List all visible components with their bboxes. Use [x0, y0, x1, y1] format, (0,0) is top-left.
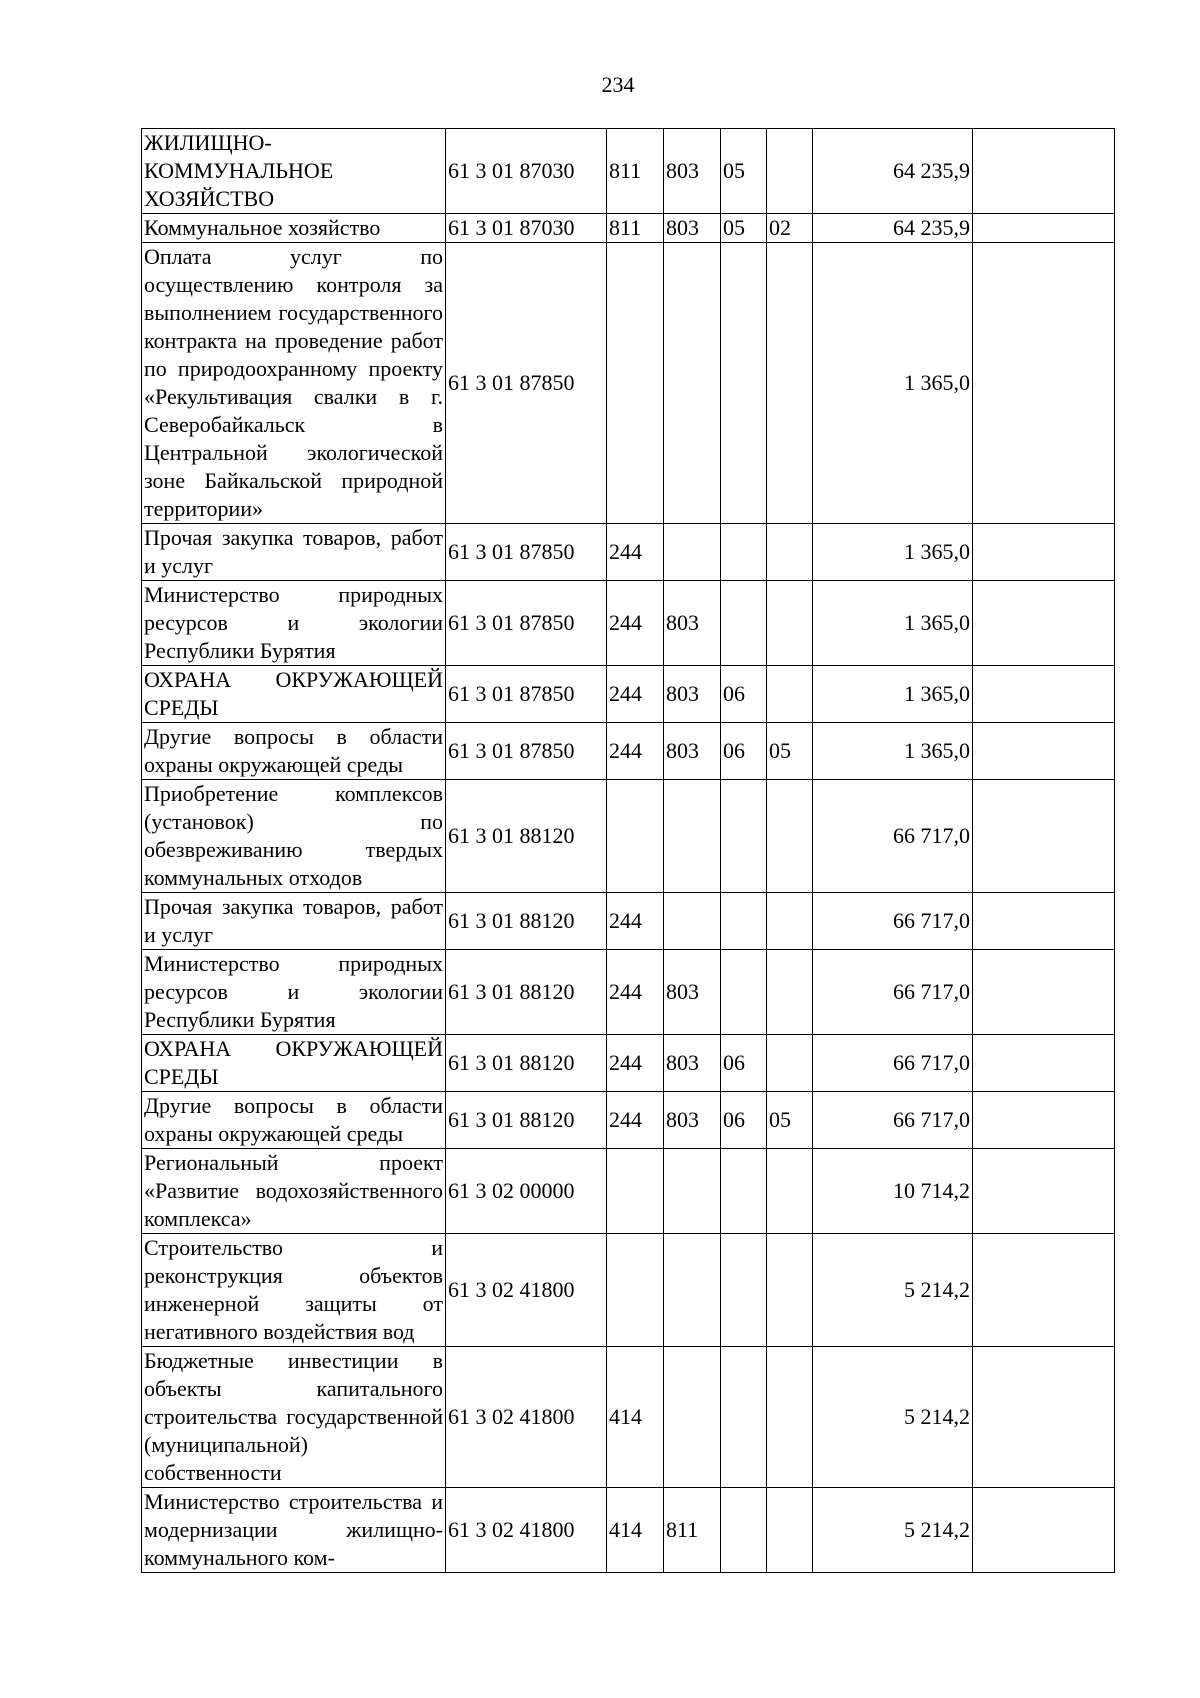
code-cell: 61 3 01 87850	[446, 723, 607, 780]
extra-cell	[973, 1347, 1115, 1488]
extra-cell	[973, 666, 1115, 723]
code-cell: 61 3 02 41800	[446, 1488, 607, 1573]
row-name: Прочая закупка товаров, работ и услуг	[142, 893, 446, 950]
code-cell: 61 3 01 87850	[446, 581, 607, 666]
grbs-cell: 803	[664, 129, 721, 214]
grbs-cell	[664, 1234, 721, 1347]
section-cell	[721, 581, 767, 666]
vr-cell	[607, 1234, 664, 1347]
row-name: ЖИЛИЩНО-КОММУНАЛЬНОЕ ХОЗЯЙСТВО	[142, 129, 446, 214]
section-cell	[721, 1149, 767, 1234]
table-row	[142, 1149, 1115, 1234]
row-name: Министерство строительства и модернизации жилищно-коммунального ком-	[142, 1488, 446, 1573]
grbs-cell: 803	[664, 1092, 721, 1149]
code-cell: 61 3 01 88120	[446, 1092, 607, 1149]
grbs-cell: 803	[664, 1035, 721, 1092]
extra-cell	[973, 581, 1115, 666]
amount-cell: 64 235,9	[813, 129, 973, 214]
amount-cell: 64 235,9	[813, 214, 973, 243]
extra-cell	[973, 893, 1115, 950]
table-row	[142, 1347, 1115, 1488]
subsection-cell: 02	[767, 214, 813, 243]
table-row	[142, 1035, 1115, 1092]
subsection-cell	[767, 581, 813, 666]
subsection-cell: 05	[767, 723, 813, 780]
extra-cell	[973, 524, 1115, 581]
table-row	[142, 129, 1115, 214]
section-cell: 06	[721, 723, 767, 780]
vr-cell: 811	[607, 214, 664, 243]
subsection-cell	[767, 243, 813, 524]
row-name: Оплата услуг по осуществлению контроля за выполнением государственного контракта на проведение работ по природоохранному проекту «Рекультивация свалки в г. Северобайкальск в Центральной экологической зоне Байкальской природной территории»	[142, 243, 446, 524]
extra-cell	[973, 129, 1115, 214]
vr-cell: 244	[607, 950, 664, 1035]
grbs-cell	[664, 780, 721, 893]
table-row	[142, 243, 1115, 524]
section-cell: 06	[721, 1092, 767, 1149]
code-cell: 61 3 01 87850	[446, 524, 607, 581]
subsection-cell	[767, 780, 813, 893]
section-cell	[721, 524, 767, 581]
row-name: Министерство природных ресурсов и экологии Республики Бурятия	[142, 950, 446, 1035]
row-name: ОХРАНА ОКРУЖАЮЩЕЙ СРЕДЫ	[142, 666, 446, 723]
section-cell: 06	[721, 1035, 767, 1092]
subsection-cell: 05	[767, 1092, 813, 1149]
row-name: Бюджетные инвестиции в объекты капитального строительства государственной (муниципальной) собственности	[142, 1347, 446, 1488]
amount-cell: 1 365,0	[813, 243, 973, 524]
table-row	[142, 1092, 1115, 1149]
amount-cell: 66 717,0	[813, 1092, 973, 1149]
extra-cell	[973, 1035, 1115, 1092]
section-cell: 05	[721, 214, 767, 243]
subsection-cell	[767, 129, 813, 214]
vr-cell	[607, 243, 664, 524]
code-cell: 61 3 01 87030	[446, 129, 607, 214]
vr-cell	[607, 780, 664, 893]
grbs-cell	[664, 1347, 721, 1488]
section-cell: 05	[721, 129, 767, 214]
amount-cell: 1 365,0	[813, 524, 973, 581]
row-name: Прочая закупка товаров, работ и услуг	[142, 524, 446, 581]
extra-cell	[973, 950, 1115, 1035]
extra-cell	[973, 723, 1115, 780]
extra-cell	[973, 1092, 1115, 1149]
row-name: Коммунальное хозяйство	[142, 214, 446, 243]
amount-cell: 66 717,0	[813, 780, 973, 893]
budget-table	[141, 128, 1115, 1573]
code-cell: 61 3 01 87850	[446, 243, 607, 524]
vr-cell: 244	[607, 1035, 664, 1092]
subsection-cell	[767, 893, 813, 950]
grbs-cell: 803	[664, 723, 721, 780]
subsection-cell	[767, 524, 813, 581]
grbs-cell	[664, 1149, 721, 1234]
table-row	[142, 524, 1115, 581]
row-name: Министерство природных ресурсов и экологии Республики Бурятия	[142, 581, 446, 666]
subsection-cell	[767, 1488, 813, 1573]
table-row	[142, 1234, 1115, 1347]
table-row	[142, 893, 1115, 950]
grbs-cell: 803	[664, 666, 721, 723]
row-name: Другие вопросы в области охраны окружающей среды	[142, 723, 446, 780]
amount-cell: 1 365,0	[813, 581, 973, 666]
table-row	[142, 723, 1115, 780]
table-row	[142, 1488, 1115, 1573]
grbs-cell: 803	[664, 581, 721, 666]
amount-cell: 66 717,0	[813, 893, 973, 950]
amount-cell: 10 714,2	[813, 1149, 973, 1234]
extra-cell	[973, 1234, 1115, 1347]
grbs-cell	[664, 893, 721, 950]
table-row	[142, 214, 1115, 243]
section-cell	[721, 1234, 767, 1347]
section-cell	[721, 1488, 767, 1573]
grbs-cell: 811	[664, 1488, 721, 1573]
extra-cell	[973, 780, 1115, 893]
subsection-cell	[767, 1035, 813, 1092]
section-cell	[721, 780, 767, 893]
code-cell: 61 3 01 88120	[446, 950, 607, 1035]
extra-cell	[973, 1149, 1115, 1234]
row-name: Приобретение комплексов (установок) по обезвреживанию твердых коммунальных отходов	[142, 780, 446, 893]
table-row	[142, 950, 1115, 1035]
vr-cell: 244	[607, 524, 664, 581]
subsection-cell	[767, 1149, 813, 1234]
amount-cell: 1 365,0	[813, 723, 973, 780]
grbs-cell: 803	[664, 950, 721, 1035]
row-name: Строительство и реконструкция объектов инженерной защиты от негативного воздействия вод	[142, 1234, 446, 1347]
table-row	[142, 780, 1115, 893]
grbs-cell: 803	[664, 214, 721, 243]
grbs-cell	[664, 524, 721, 581]
code-cell: 61 3 01 88120	[446, 780, 607, 893]
vr-cell: 244	[607, 1092, 664, 1149]
vr-cell: 414	[607, 1488, 664, 1573]
table-body	[142, 129, 1115, 1573]
amount-cell: 5 214,2	[813, 1234, 973, 1347]
code-cell: 61 3 01 87850	[446, 666, 607, 723]
code-cell: 61 3 02 41800	[446, 1234, 607, 1347]
extra-cell	[973, 214, 1115, 243]
amount-cell: 66 717,0	[813, 1035, 973, 1092]
code-cell: 61 3 01 88120	[446, 893, 607, 950]
vr-cell: 811	[607, 129, 664, 214]
section-cell	[721, 950, 767, 1035]
section-cell	[721, 893, 767, 950]
code-cell: 61 3 01 88120	[446, 1035, 607, 1092]
page-number: 234	[601, 72, 635, 97]
vr-cell: 244	[607, 581, 664, 666]
code-cell: 61 3 02 00000	[446, 1149, 607, 1234]
row-name: ОХРАНА ОКРУЖАЮЩЕЙ СРЕДЫ	[142, 1035, 446, 1092]
extra-cell	[973, 243, 1115, 524]
vr-cell: 414	[607, 1347, 664, 1488]
code-cell: 61 3 02 41800	[446, 1347, 607, 1488]
section-cell: 06	[721, 666, 767, 723]
amount-cell: 5 214,2	[813, 1347, 973, 1488]
subsection-cell	[767, 666, 813, 723]
code-cell: 61 3 01 87030	[446, 214, 607, 243]
vr-cell: 244	[607, 893, 664, 950]
row-name: Региональный проект «Развитие водохозяйственного комплекса»	[142, 1149, 446, 1234]
section-cell	[721, 243, 767, 524]
subsection-cell	[767, 950, 813, 1035]
section-cell	[721, 1347, 767, 1488]
subsection-cell	[767, 1347, 813, 1488]
table-row	[142, 581, 1115, 666]
vr-cell	[607, 1149, 664, 1234]
table-row	[142, 666, 1115, 723]
amount-cell: 1 365,0	[813, 666, 973, 723]
grbs-cell	[664, 243, 721, 524]
extra-cell	[973, 1488, 1115, 1573]
subsection-cell	[767, 1234, 813, 1347]
vr-cell: 244	[607, 666, 664, 723]
row-name: Другие вопросы в области охраны окружающей среды	[142, 1092, 446, 1149]
vr-cell: 244	[607, 723, 664, 780]
amount-cell: 5 214,2	[813, 1488, 973, 1573]
amount-cell: 66 717,0	[813, 950, 973, 1035]
